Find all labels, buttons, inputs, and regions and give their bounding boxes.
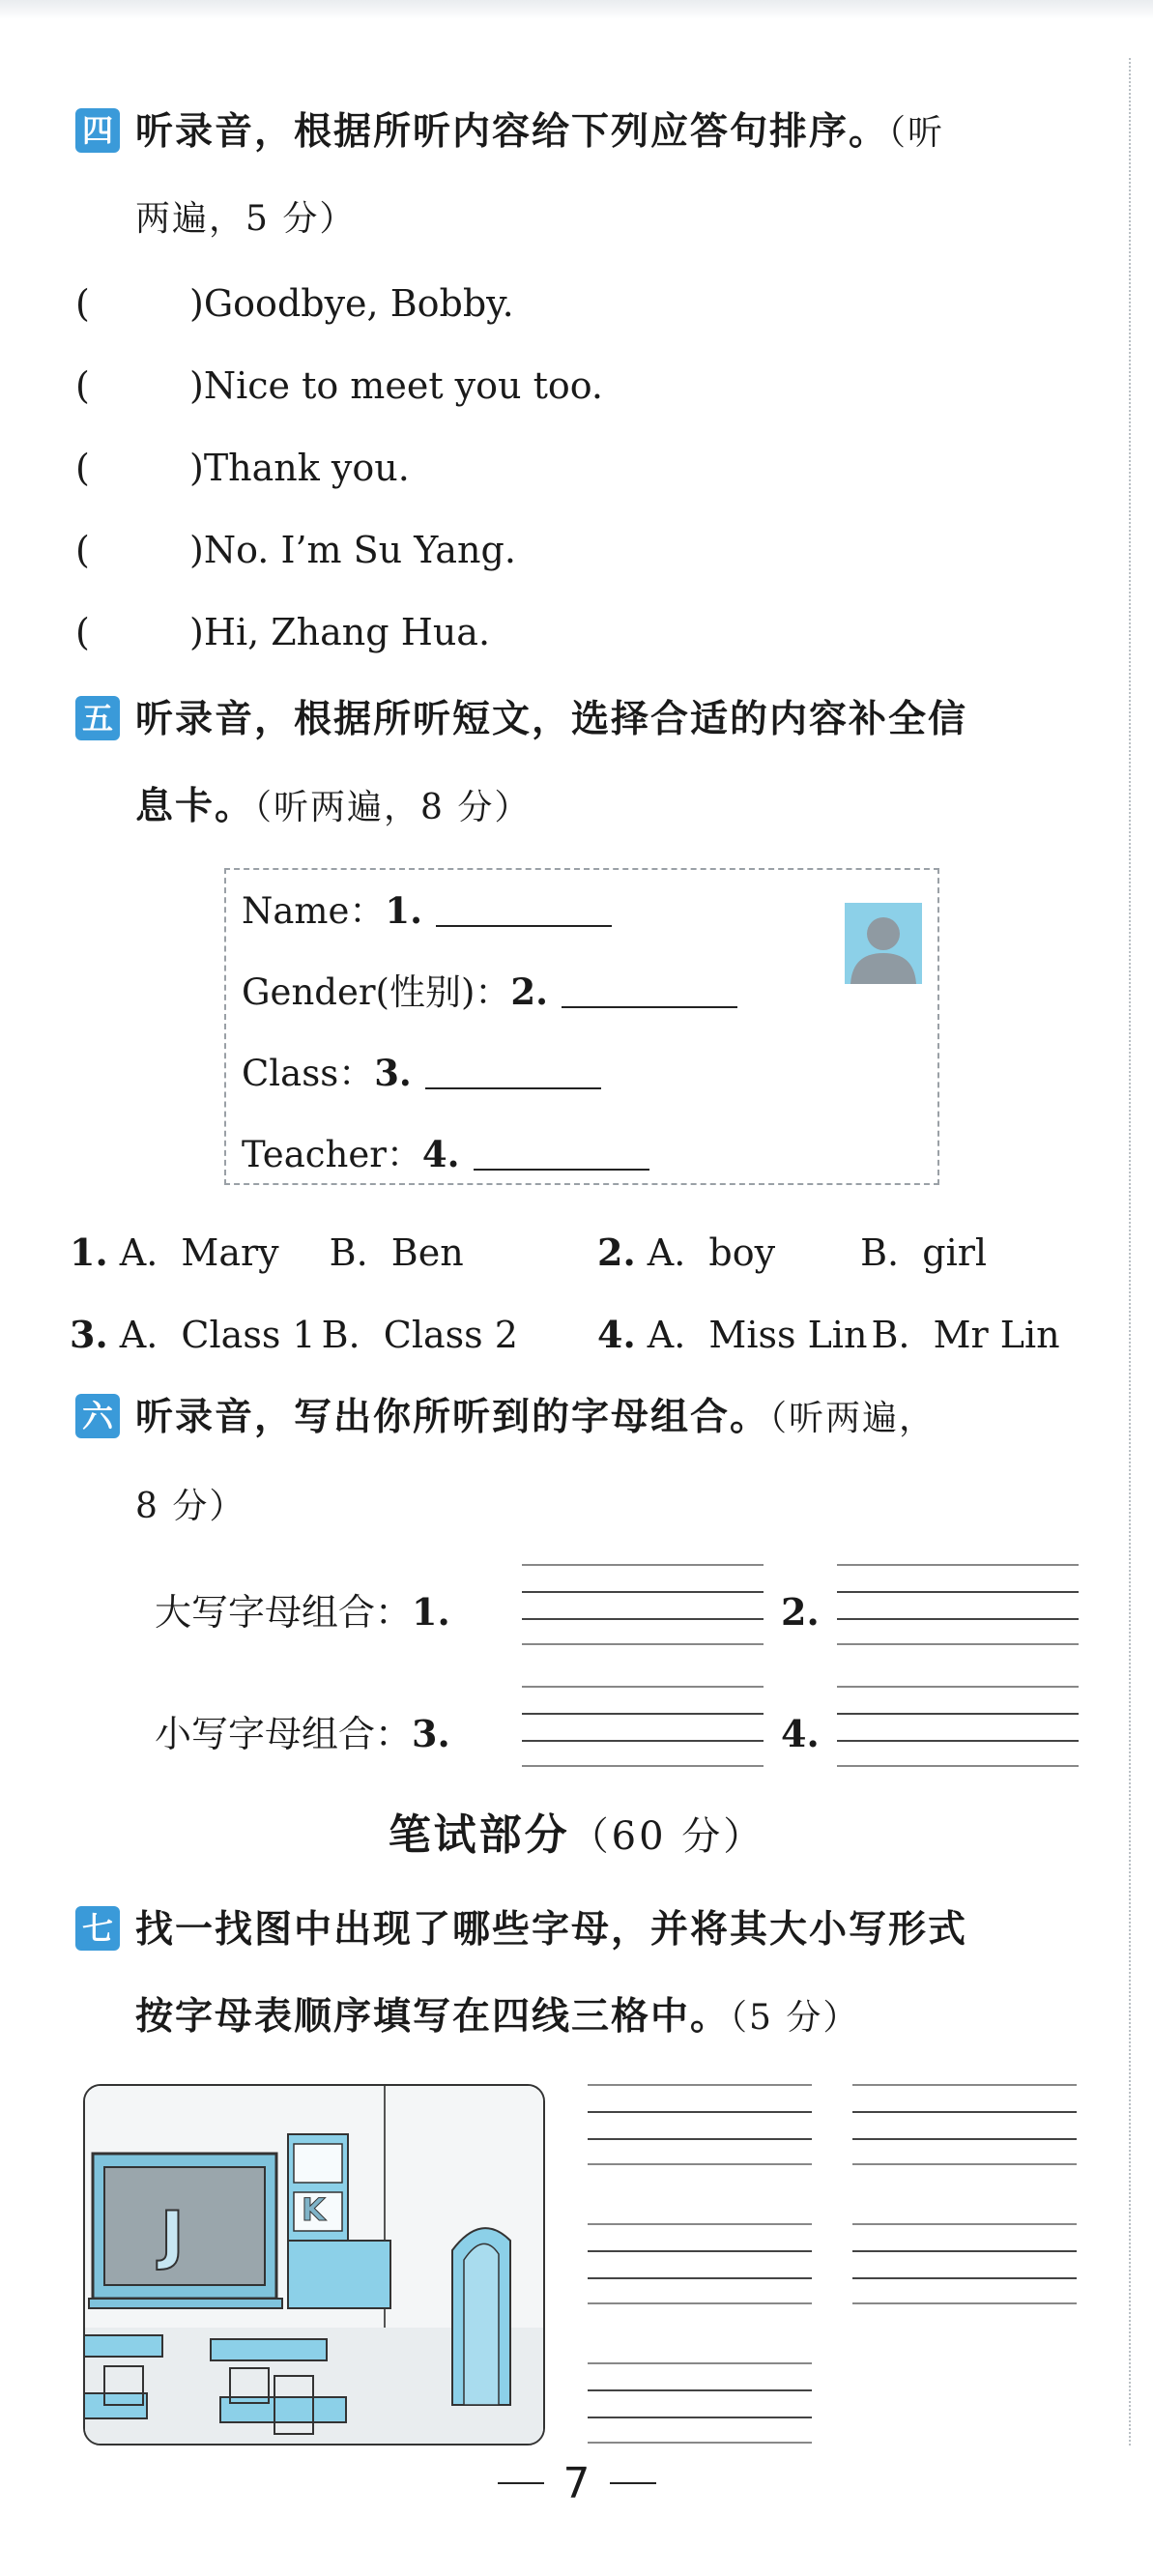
margin-rule	[1129, 58, 1131, 2446]
four-line-grid[interactable]	[588, 2084, 812, 2165]
classroom-picture	[83, 2084, 545, 2446]
four-line-grid[interactable]	[588, 2223, 812, 2304]
four-line-grid[interactable]	[837, 1564, 1079, 1645]
section-7-title: 七 找一找图中出现了哪些字母，并将其大小写形式	[75, 1887, 1100, 1974]
four-line-grid[interactable]	[522, 1564, 764, 1645]
section-6	[75, 1375, 1100, 1550]
choice-3: 3. A. Class 1 B. Class 2	[70, 1313, 518, 1356]
section-4	[75, 89, 1100, 263]
section-5-title: 五 听录音，根据所听短文，选择合适的内容补全信	[75, 677, 1100, 764]
section-6-title: 六 听录音，写出你所听到的字母组合。（听两遍，	[75, 1375, 1100, 1462]
answer-blank[interactable]	[425, 1087, 601, 1089]
lowercase-label: 小写字母组合：3.	[155, 1712, 450, 1755]
avatar-icon	[845, 903, 922, 984]
grid-num: 2.	[781, 1590, 820, 1634]
four-line-grid[interactable]	[837, 1686, 1079, 1767]
section-4-score: 两遍，5 分）	[135, 199, 357, 239]
section-7-badge: 七	[75, 1906, 120, 1951]
order-item: ( )Goodbye, Bobby.	[75, 282, 514, 325]
four-line-grid[interactable]	[852, 2223, 1077, 2304]
section-5: 五 听录音，根据所听短文，选择合适的内容补全信 息卡。（听两遍，8 分）	[75, 677, 1100, 852]
card-row-gender: Gender(性别)：2.	[242, 963, 737, 1022]
card-row-teacher: Teacher：4.	[242, 1125, 649, 1184]
page-number: 7	[0, 2455, 1153, 2513]
grid-num: 4.	[781, 1712, 820, 1755]
choice-2: 2. A. boy B. girl	[597, 1230, 988, 1274]
page-top-shade	[0, 0, 1153, 19]
section-6-badge: 六	[75, 1394, 120, 1438]
writing-part-title: 笔试部分（60 分）	[388, 1810, 765, 1860]
choice-4: 4. A. Miss Lin B. Mr Lin	[597, 1313, 1060, 1356]
section-4-badge: 四	[75, 108, 120, 153]
order-item: ( )Hi, Zhang Hua.	[75, 611, 491, 653]
section-5-badge: 五	[75, 696, 120, 740]
picture-letter-j: J	[160, 2198, 185, 2272]
section-6-score: 8 分）	[135, 1487, 246, 1526]
picture-letter-k: K	[302, 2191, 326, 2228]
order-item: ( )Nice to meet you too.	[75, 364, 604, 407]
four-line-grid[interactable]	[588, 2362, 812, 2444]
card-row-class: Class：3.	[242, 1044, 601, 1103]
order-item: ( )No. I’m Su Yang.	[75, 529, 516, 571]
four-line-grid[interactable]	[522, 1686, 764, 1767]
uppercase-label: 大写字母组合：1.	[155, 1590, 450, 1634]
choice-1: 1. A. Mary B. Ben	[70, 1230, 464, 1274]
section-4-title: 四 听录音，根据所听内容给下列应答句排序。（听	[75, 89, 1100, 177]
info-card	[224, 868, 939, 1185]
order-item: ( )Thank you.	[75, 447, 410, 489]
answer-blank[interactable]	[436, 925, 612, 927]
answer-blank[interactable]	[474, 1169, 649, 1171]
card-row-name: Name：1.	[242, 882, 612, 941]
answer-blank[interactable]	[562, 1006, 737, 1008]
section-5-score: （听两遍，8 分）	[254, 788, 532, 827]
section-7: 七 找一找图中出现了哪些字母，并将其大小写形式 按字母表顺序填写在四线三格中。（5 分）	[75, 1887, 1100, 2062]
section-7-score: （5 分）	[730, 1998, 860, 2038]
four-line-grid[interactable]	[852, 2084, 1077, 2165]
